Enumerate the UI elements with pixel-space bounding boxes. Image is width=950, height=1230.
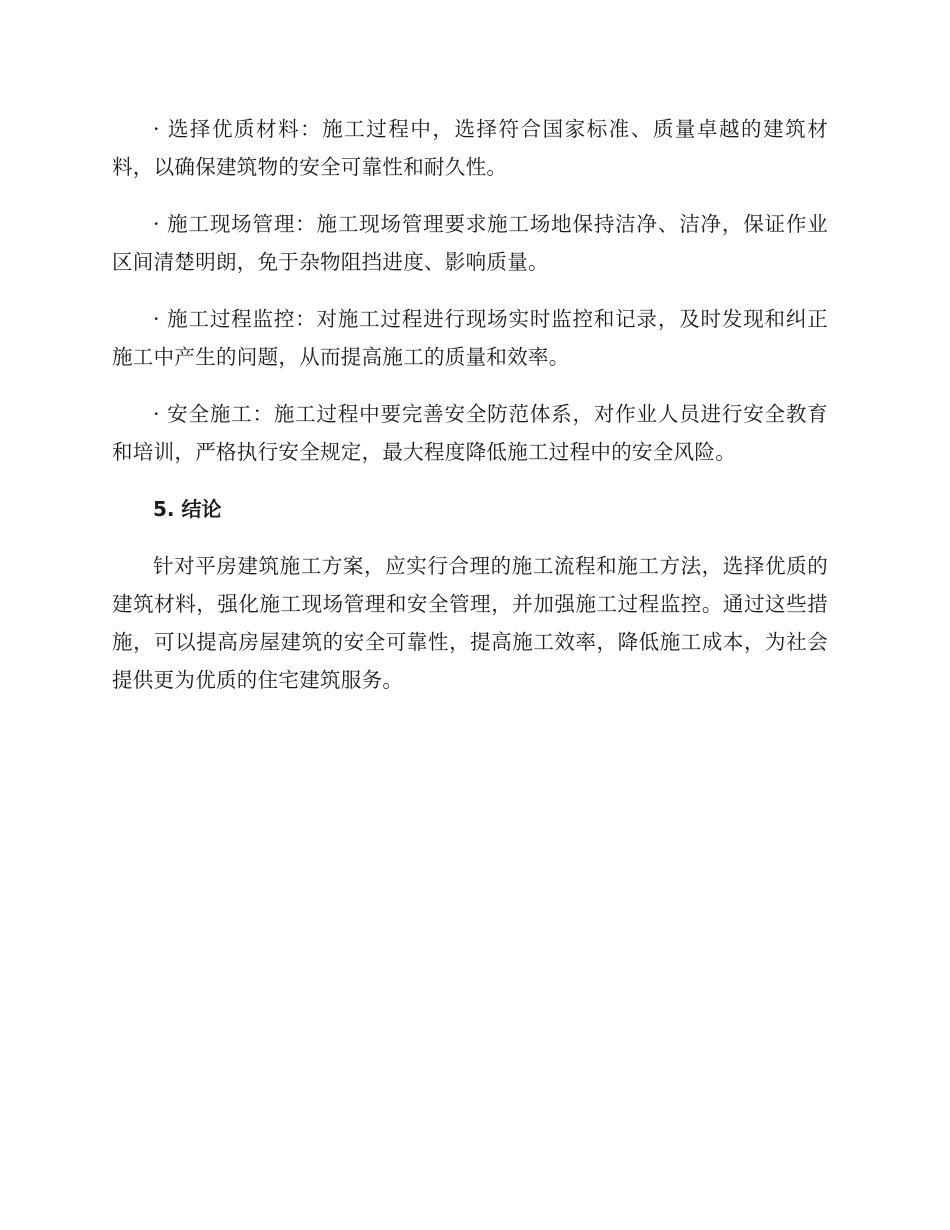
bullet-site-management: · 施工现场管理：施工现场管理要求施工场地保持洁净、洁净，保证作业区间清楚明朗，免于杂物阻挡进度、影响质量。 [112, 212, 828, 274]
document-body [112, 110, 828, 718]
bullet-safety: · 安全施工：施工过程中要完善安全防范体系，对作业人员进行安全教育和培训，严格执行安全规定，最大程度降低施工过程中的安全风险。 [112, 402, 828, 464]
section-heading-conclusion: 5. 结论 [153, 497, 222, 521]
bullet-materials: · 选择优质材料：施工过程中，选择符合国家标准、质量卓越的建筑材料，以确保建筑物的安全可靠性和耐久性。 [112, 117, 828, 179]
bullet-process-monitoring: · 施工过程监控：对施工过程进行现场实时监控和记录，及时发现和纠正施工中产生的问题，从而提高施工的质量和效率。 [112, 307, 828, 369]
conclusion-paragraph: 针对平房建筑施工方案，应实行合理的施工流程和施工方法，选择优质的建筑材料，强化施工现场管理和安全管理，并加强施工过程监控。通过这些措施，可以提高房屋建筑的安全可靠性，提高施工效率，降低施工成本，为社会提供更为优质的住宅建筑服务。 [112, 554, 828, 692]
